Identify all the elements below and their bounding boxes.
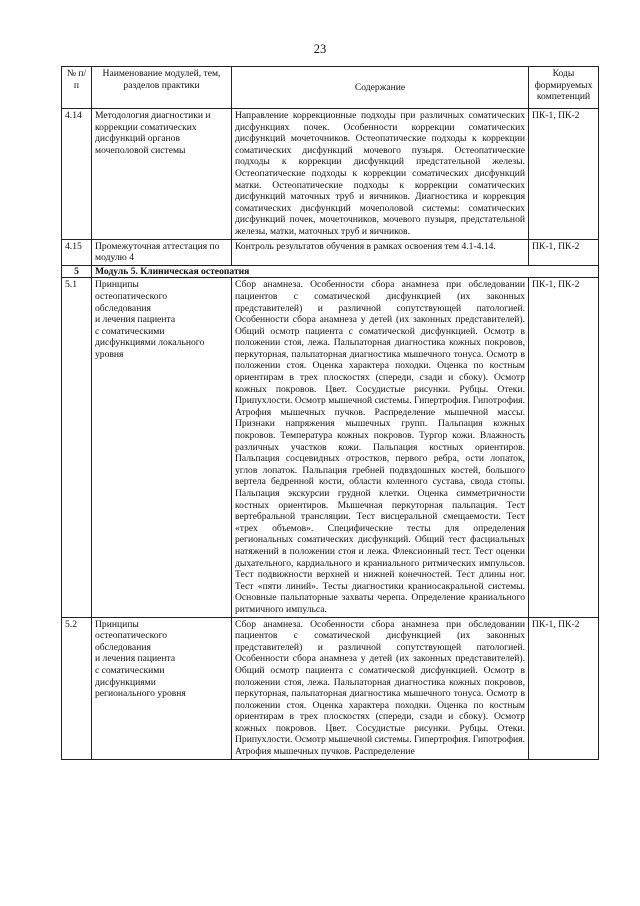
module-title: Модуль 5. Клиническая остеопатия (92, 265, 599, 278)
row-name: Промежуточная аттестация по модулю 4 (92, 239, 232, 265)
row-codes: ПК-1, ПК-2 (529, 239, 599, 265)
module-num: 5 (62, 265, 92, 278)
row-name-line: обследования (95, 302, 151, 314)
row-name-line: остеопатического (95, 630, 168, 642)
row-name (92, 617, 232, 759)
row-name-line: дисфункциями (95, 676, 156, 688)
table-row (62, 617, 599, 759)
header-name: Наименование модулей, тем, разделов практики (92, 67, 232, 109)
row-num: 5.1 (62, 278, 92, 617)
page-number: 23 (313, 42, 327, 56)
header-num: № п/п (62, 67, 92, 109)
row-name-line: регионального уровня (95, 688, 186, 700)
table-row (62, 239, 599, 265)
row-codes: ПК-1, ПК-2 (529, 278, 599, 617)
row-name-line: Принципы (95, 279, 139, 291)
table-header-row (62, 67, 599, 109)
row-name-line: с соматическими (95, 325, 165, 337)
row-name-line: и лечения пациента (95, 314, 176, 326)
module-row (62, 265, 599, 278)
row-name (92, 278, 232, 617)
row-name: Методология диагностики и коррекции соматических дисфункций органов мочеполовой системы (92, 109, 232, 240)
header-codes: Коды формируемых компетенций (529, 67, 599, 109)
row-name-line: и лечения пациента (95, 653, 176, 665)
row-codes: ПК-1, ПК-2 (529, 617, 599, 759)
header-content: Содержание (232, 67, 529, 109)
row-name-line: обследования (95, 641, 151, 653)
row-content: Направление коррекционные подходы при различных соматических дисфункциях почек. Особенности коррекции соматических дисфункций мочеточников. Остеопатические подходы к коррекции соматических дисфункций мочевого пузыря. Остеопатические подходы к коррекции дисфункций предстательной железы. Остеопатические подходы к коррекции соматических дисфункций матки. Остеопатические подходы к коррекции соматических дисфункций маточных труб и яичников. Диагностика и коррекция соматических дисфункций мочеполовой системы: соматических дисфункций почек, мочеточников, мочевого пузыря, предстательной железы, матки, маточных труб и яичников. (232, 109, 529, 240)
row-num: 5.2 (62, 617, 92, 759)
program-table (61, 66, 599, 760)
row-num: 4.15 (62, 239, 92, 265)
row-content: Контроль результатов обучения в рамках освоения тем 4.1-4.14. (232, 239, 529, 265)
row-name-line: уровня (95, 348, 124, 360)
row-content: Сбор анамнеза. Особенности сбора анамнеза при обследовании пациентов с соматической дисфункцией (их законных представителей) и различной сопутствующей патологией. Особенности сбора анамнеза у детей (их законных представителей). Общий осмотр пациента с соматической дисфункцией. Осмотр в положении стоя, лежа. Пальпаторная диагностика кожных покровов, перкуторная, пальпаторная диагностика мышечного тонуса. Осмотр в положении стоя. Оценка характера походки. Оценка по костным ориентирам в трех плоскостях (спереди, сзади и сбоку). Осмотр кожных покровов. Цвет. Сосудистые рисунки. Рубцы. Отеки. Припухлости. Осмотр мышечной системы. Гипертрофия. Гипотрофия. Атрофия мышечных пучков. Распределение (232, 617, 529, 759)
row-name-line: с соматическими (95, 664, 165, 676)
row-name-line: Принципы (95, 618, 139, 630)
row-content: Сбор анамнеза. Особенности сбора анамнеза при обследовании пациентов с соматической дисфункцией (их законных представителей) и различной сопутствующей патологией. Особенности сбора анамнеза у детей (их законных представителей). Общий осмотр пациента с соматической дисфункцией. Осмотр в положении стоя, лежа. Пальпаторная диагностика кожных покровов, перкуторная, пальпаторная диагностика мышечного тонуса. Осмотр в положении стоя. Оценка характера походки. Оценка по костным ориентирам в трех плоскостях (спереди, сзади и сбоку). Осмотр кожных покровов. Цвет. Сосудистые рисунки. Рубцы. Отеки. Припухлости. Осмотр мышечной системы. Гипертрофия. Гипотрофия. Атрофия мышечных пучков. Распределение мышечной массы. Признаки напряжения мышечных групп. Пальпация кожных покровов. Температура кожных покровов. Тургор кожи. Влажность различных участков кожи. Пальпация костных ориентиров. Пальпация сосцевидных отростков, первого ребра, ости лопаток, углов лопаток. Пальпация гребней подвздошных костей, большого вертела бедренной кости, области коленного сустава, свода стопы. Пальпация экскурсии грудной клетки. Оценка симметричности костных ориентиров. Мышечная перкуторная пальпация. Тест вертебральной трансляции. Тест висцеральной смещаемости. Тест «трех объемов». Специфические тесты для определения региональных соматических дисфункций. Общий тест фасциальных натяжений в положении стоя и лежа. Флексионный тест. Тест оценки дыхательного, кардиального и краниального ритмических импульсов. Тест подвижности верхней и нижней конечностей. Тест длины ног. Тест «пяти линий». Тесты диагностики краниосакральной системы. Основные пальпаторные захваты черепа. Определение краниального ритмичного импульса. (232, 278, 529, 617)
row-num: 4.14 (62, 109, 92, 240)
table-row (62, 278, 599, 617)
row-codes: ПК-1, ПК-2 (529, 109, 599, 240)
row-name-line: дисфункциями локального (95, 337, 205, 349)
row-name-line: остеопатического (95, 290, 168, 302)
table-row (62, 109, 599, 240)
